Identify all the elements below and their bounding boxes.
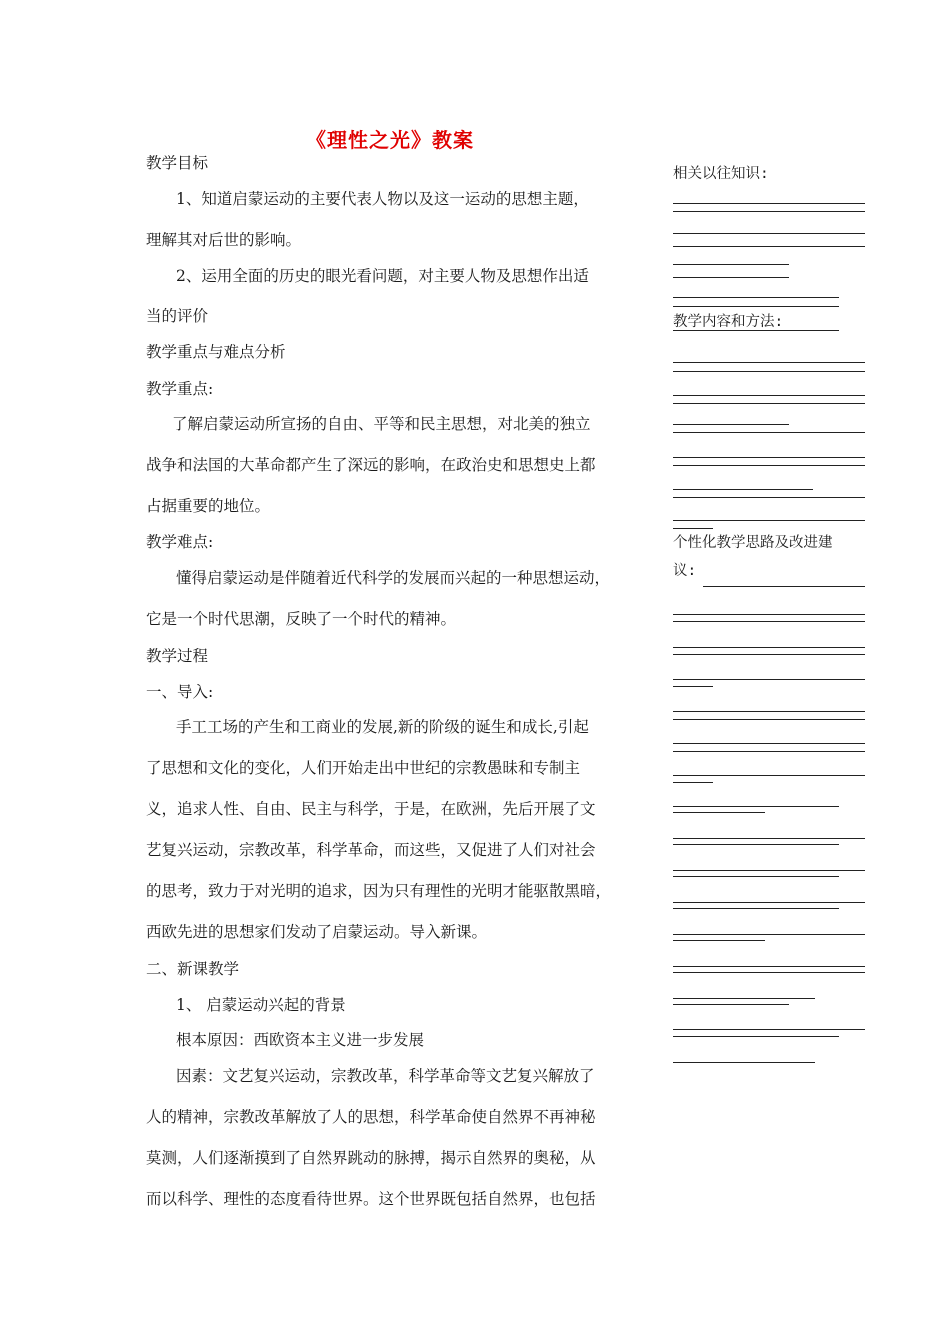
- note-rule: [673, 362, 865, 363]
- note-rule: [673, 1036, 839, 1037]
- intro-line-2: 了思想和文化的变化，人们开始走出中世纪的宗教愚昧和专制主: [146, 759, 581, 777]
- note-rule: [673, 844, 839, 845]
- note-rule: [673, 686, 713, 687]
- note-rule: [673, 395, 865, 396]
- goal-2-line-2: 当的评价: [146, 307, 209, 325]
- note-rule: [673, 621, 865, 622]
- factors-line-2: 人的精神，宗教改革解放了人的思想，科学革命使自然界不再神秘: [146, 1108, 596, 1126]
- goal-2-line-1: 2、运用全面的历史的眼光看问题，对主要人物及思想作出适: [176, 267, 589, 285]
- note-rule: [673, 203, 865, 204]
- note-rule: [673, 457, 865, 458]
- root-cause-line: 根本原因：西欧资本主义进一步发展: [176, 1031, 425, 1049]
- note-rule: [673, 908, 839, 909]
- note-rule: [673, 520, 865, 521]
- note-rule: [673, 940, 765, 941]
- note-rule: [673, 1062, 815, 1063]
- personalized-label-line-1: 个性化教学思路及改进建: [673, 535, 833, 551]
- note-rule: [673, 489, 813, 490]
- note-rule: [673, 432, 865, 433]
- note-rule: [673, 902, 865, 903]
- subheading-new-lesson: 二、新课教学: [146, 960, 240, 978]
- note-rule: [673, 465, 865, 466]
- key-point-line-3: 占据重要的地位。: [146, 497, 271, 515]
- note-rule: [673, 806, 839, 807]
- note-rule: [673, 1029, 865, 1030]
- section-heading-key-points: 教学重点与难点分析: [146, 343, 286, 361]
- topic-1-heading: 1、 启蒙运动兴起的背景: [176, 996, 346, 1014]
- note-rule: [673, 211, 865, 212]
- intro-line-4: 艺复兴运动，宗教改革，科学革命，而这些，又促进了人们对社会: [146, 841, 596, 859]
- note-rule: [673, 743, 865, 744]
- note-rule: [673, 1004, 789, 1005]
- note-rule: [673, 972, 865, 973]
- difficulty-line-2: 它是一个时代思潮，反映了一个时代的精神。: [146, 610, 457, 628]
- intro-line-1: 手工工场的产生和工商业的发展,新的阶级的诞生和成长,引起: [176, 718, 589, 736]
- note-rule: [673, 782, 713, 783]
- note-rule: [673, 371, 865, 372]
- subheading-difficulty: 教学难点:: [146, 533, 214, 551]
- difficulty-line-1: 懂得启蒙运动是伴随着近代科学的发展而兴起的一种思想运动，: [176, 569, 611, 587]
- note-rule: [673, 297, 839, 298]
- note-rule: [673, 775, 865, 776]
- note-rule: [673, 330, 839, 331]
- note-rule: [673, 306, 839, 307]
- note-rule: [673, 838, 865, 839]
- note-rule: [673, 264, 789, 265]
- note-rule: [673, 528, 713, 529]
- personalized-label-line-2: 议:: [673, 563, 697, 579]
- intro-line-5: 的思考，致力于对光明的追求，因为只有理性的光明才能驱散黑暗，: [146, 882, 612, 900]
- factors-line-1: 因素：文艺复兴运动，宗教改革，科学革命等文艺复兴解放了: [176, 1067, 595, 1085]
- factors-line-4: 而以科学、理性的态度看待世界。这个世界既包括自然界，也包括: [146, 1190, 596, 1208]
- note-rule: [673, 711, 865, 712]
- note-rule: [673, 876, 839, 877]
- note-rule: [673, 497, 865, 498]
- intro-line-6: 西欧先进的思想家们发动了启蒙运动。导入新课。: [146, 923, 488, 941]
- note-rule: [673, 934, 865, 935]
- note-rule: [673, 614, 865, 615]
- note-rule: [673, 277, 789, 278]
- prior-knowledge-label: 相关以往知识:: [673, 166, 769, 182]
- note-rule: [673, 719, 865, 720]
- note-rule: [673, 647, 865, 648]
- note-rule: [703, 586, 865, 587]
- note-rule: [673, 812, 765, 813]
- document-title: 《理性之光》教案: [306, 128, 474, 152]
- note-rule: [673, 751, 865, 752]
- note-rule: [673, 654, 865, 655]
- section-heading-process: 教学过程: [146, 647, 209, 665]
- note-rule: [673, 246, 865, 247]
- key-point-line-1: 了解启蒙运动所宣扬的自由、平等和民主思想，对北美的独立: [172, 415, 591, 433]
- note-rule: [673, 403, 865, 404]
- goal-1-line-1: 1、知道启蒙运动的主要代表人物以及这一运动的思想主题，: [176, 190, 589, 208]
- note-rule: [673, 998, 815, 999]
- note-rule: [673, 424, 789, 425]
- factors-line-3: 莫测，人们逐渐摸到了自然界跳动的脉搏，揭示自然界的奥秘，从: [146, 1149, 596, 1167]
- note-rule: [673, 966, 865, 967]
- subheading-key-point: 教学重点:: [146, 380, 214, 398]
- subheading-introduction: 一、导入:: [146, 683, 214, 701]
- note-rule: [673, 870, 865, 871]
- section-heading-goals: 教学目标: [146, 154, 209, 172]
- goal-1-line-2: 理解其对后世的影响。: [146, 231, 302, 249]
- key-point-line-2: 战争和法国的大革命都产生了深远的影响，在政治史和思想史上都: [146, 456, 596, 474]
- intro-line-3: 义，追求人性、自由、民主与科学，于是，在欧洲，先后开展了文: [146, 800, 596, 818]
- note-rule: [673, 233, 865, 234]
- note-rule: [673, 679, 865, 680]
- content-method-label: 教学内容和方法:: [673, 314, 784, 330]
